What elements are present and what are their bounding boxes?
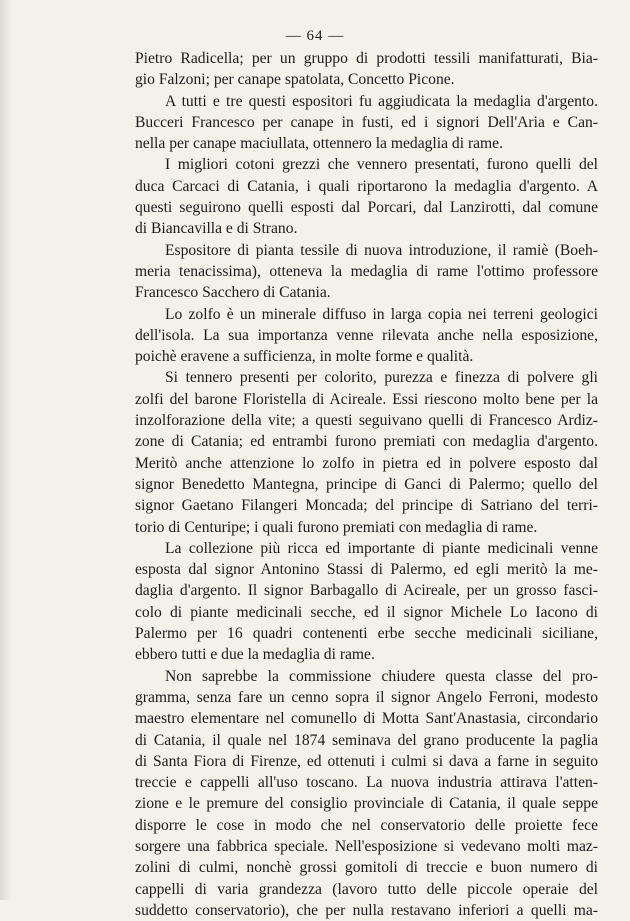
text-line: di Santa Fiora di Firenze, ed ottenuti i culmi si dava a farne in seguito	[135, 752, 598, 770]
text-line: questi seguirono quelli esposti dal Porcari, dal Lanzirotti, dal comune	[135, 199, 598, 217]
text-line: torio di Centuripe; i quali furono premiati con medaglia di rame.	[135, 518, 538, 536]
text-line: ebbero tutti e due la medaglia di rame.	[135, 646, 375, 664]
text-line: daglia d'argento. Il signor Barbagallo di Acireale, per un grosso fasci-	[135, 582, 598, 600]
text-line: poichè eravene a sufficienza, in molte forme e qualità.	[135, 348, 474, 366]
text-line: zolini di culmi, nonchè grossi gomitoli di treccie e buon numero di	[135, 859, 598, 877]
text-line: zione e le premure del consiglio provinciale di Catania, il quale seppe	[135, 795, 598, 813]
text-line: gramma, senza fare un cenno sopra il signor Angelo Ferroni, modesto	[135, 688, 598, 706]
text-line: Palermo per 16 quadri contenenti erbe secche medicinali siciliane,	[135, 625, 598, 643]
text-line: Lo zolfo è un minerale diffuso in larga copia nei terreni geologici	[165, 305, 598, 323]
text-line: Bucceri Francesco per canape in fusti, ed i signori Dell'Aria e Can-	[135, 113, 598, 131]
text-line: A tutti e tre questi espositori fu aggiudicata la medaglia d'argento.	[165, 92, 598, 110]
text-line: Meritò anche attenzione lo zolfo in pietra ed in polvere esposto dal	[135, 454, 598, 472]
text-line: Si tennero presenti per colorito, purezza e finezza di polvere gli	[165, 369, 598, 387]
text-line: Pietro Radicella; per un gruppo di prodotti tessili manifatturati, Bia-	[135, 50, 598, 67]
page-edge-shadow	[0, 0, 12, 900]
text-line: gio Falzoni; per canape spatolata, Concetto Picone.	[135, 71, 455, 89]
text-line: dell'isola. La sua importanza venne rilevata anche nella esposizione,	[135, 326, 598, 344]
text-line: nella per canape maciullata, ottennero la medaglia di rame.	[135, 135, 504, 153]
text-line: signor Benedetto Mantegna, principe di Ganci di Palermo; quello del	[135, 475, 598, 493]
text-line: di Catania, il quale nel 1874 seminava del grano producente la paglia	[135, 731, 598, 749]
text-line: Espositore di pianta tessile di nuova introduzione, il ramiè (Boeh-	[165, 241, 598, 259]
text-line: maestro elementare nel comunello di Motta Sant'Anastasia, circondario	[135, 710, 598, 728]
text-line: Francesco Sacchero di Catania.	[135, 284, 331, 302]
text-line: La collezione più ricca ed importante di piante medicinali venne	[165, 539, 598, 557]
text-line: treccie e cappelli all'uso toscano. La nuova industria attirava l'atten-	[135, 774, 598, 792]
text-line: sorgere una fabbrica speciale. Nell'esposizione si vedevano molti maz-	[135, 837, 598, 855]
text-line: meria tenacissima), otteneva la medaglia di rame l'ottimo professore	[135, 262, 598, 280]
text-line: I migliori cotoni grezzi che vennero presentati, furono quelli del	[165, 156, 598, 174]
text-line: di Biancavilla e di Strano.	[135, 220, 298, 238]
text-line: colo di piante medicinali secche, ed il signor Michele Lo Iacono di	[135, 603, 598, 621]
text-line: signor Gaetano Filangeri Moncada; del principe di Satriano del terri-	[135, 497, 598, 515]
text-line: Non saprebbe la commissione chiudere questa classe del pro-	[165, 667, 598, 685]
text-line: inzolforazione della vite; a questi seguivano quelli di Francesco Ardiz-	[135, 412, 598, 430]
text-line: zolfi del barone Floristella di Acireale. Essi riescono molto bene per la	[135, 390, 598, 408]
text-line: cappelli di varia grandezza (lavoro tutto delle piccole operaie del	[135, 880, 598, 898]
body-text	[135, 48, 598, 921]
text-line: disporre le cose in modo che nel conservatorio delle proiette fece	[135, 816, 598, 834]
text-line: zone di Catania; ed entrambi furono premiati con medaglia d'argento.	[135, 433, 598, 451]
text-line: esposta dal signor Antonino Stassi di Palermo, ed egli meritò la me-	[135, 561, 598, 579]
text-line: suddetto conservatorio), che per nulla restavano inferiori a quelli ma-	[135, 901, 598, 919]
page-number: — 64 —	[285, 28, 345, 44]
text-line: duca Carcaci di Catania, i quali riportarono la medaglia d'argento. A	[135, 177, 598, 195]
